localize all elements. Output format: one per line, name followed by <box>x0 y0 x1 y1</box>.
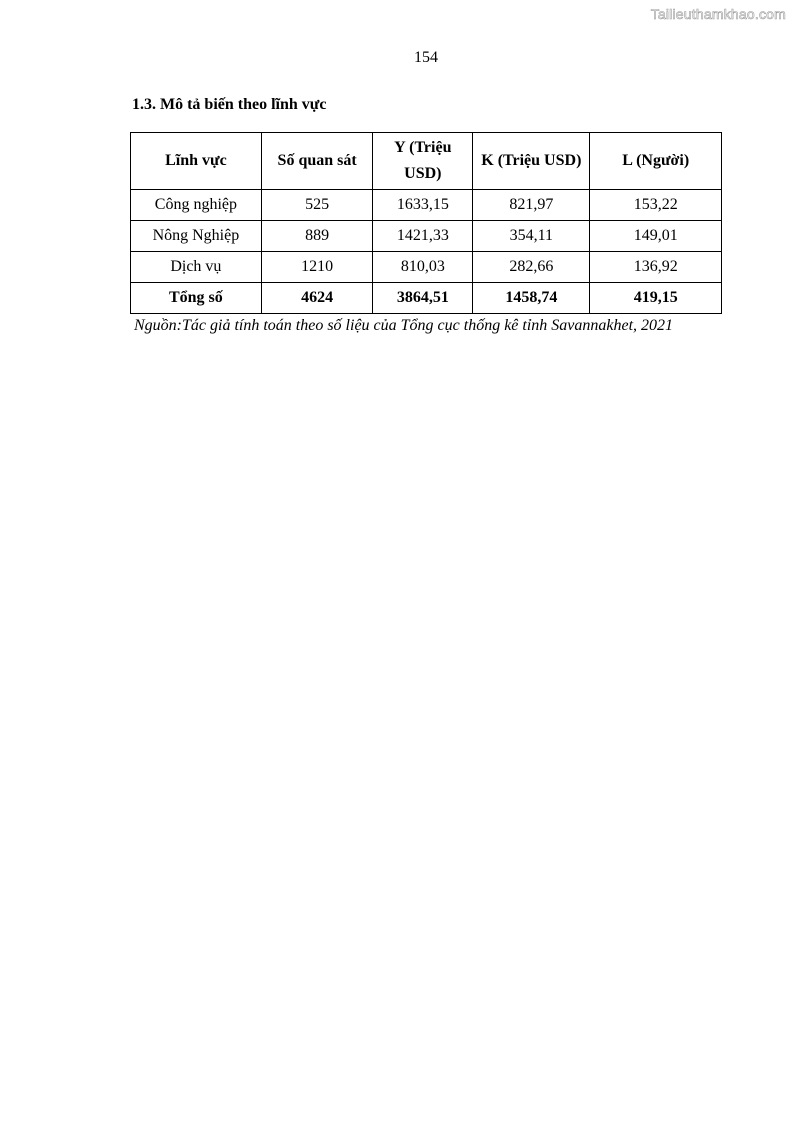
table-cell: 1458,74 <box>473 283 590 314</box>
table-row <box>131 252 722 283</box>
table-cell: 1633,15 <box>373 190 473 221</box>
header-cell: Y (Triệu USD) <box>373 133 473 190</box>
table-cell: 821,97 <box>473 190 590 221</box>
table-cell: Tổng số <box>131 283 262 314</box>
table-cell: 889 <box>261 221 373 252</box>
header-cell: Số quan sát <box>261 133 373 190</box>
table-cell: 4624 <box>261 283 373 314</box>
table-cell: Nông Nghiệp <box>131 221 262 252</box>
watermark: Tailieuthamkhao.com <box>650 6 786 22</box>
table-row <box>131 190 722 221</box>
table-cell: 1210 <box>261 252 373 283</box>
table-cell: Dịch vụ <box>131 252 262 283</box>
data-table <box>130 132 722 314</box>
source-note: Nguồn:Tác giả tính toán theo số liệu của Tổng cục thống kê tỉnh Savannakhet, 2021 <box>134 317 674 334</box>
page-number: 154 <box>414 49 438 66</box>
table-total-row <box>131 283 722 314</box>
table-header-row <box>131 133 722 190</box>
header-cell: K (Triệu USD) <box>473 133 590 190</box>
table-cell: 525 <box>261 190 373 221</box>
header-cell: L (Người) <box>590 133 722 190</box>
section-title: 1.3. Mô tả biến theo lĩnh vực <box>132 96 327 113</box>
table-cell: 149,01 <box>590 221 722 252</box>
table-cell: 3864,51 <box>373 283 473 314</box>
table-cell: 1421,33 <box>373 221 473 252</box>
table-cell: 419,15 <box>590 283 722 314</box>
table-cell: 153,22 <box>590 190 722 221</box>
table-cell: Công nghiệp <box>131 190 262 221</box>
table-row <box>131 221 722 252</box>
header-cell: Lĩnh vực <box>131 133 262 190</box>
table-cell: 282,66 <box>473 252 590 283</box>
table-cell: 136,92 <box>590 252 722 283</box>
table-cell: 810,03 <box>373 252 473 283</box>
table-cell: 354,11 <box>473 221 590 252</box>
